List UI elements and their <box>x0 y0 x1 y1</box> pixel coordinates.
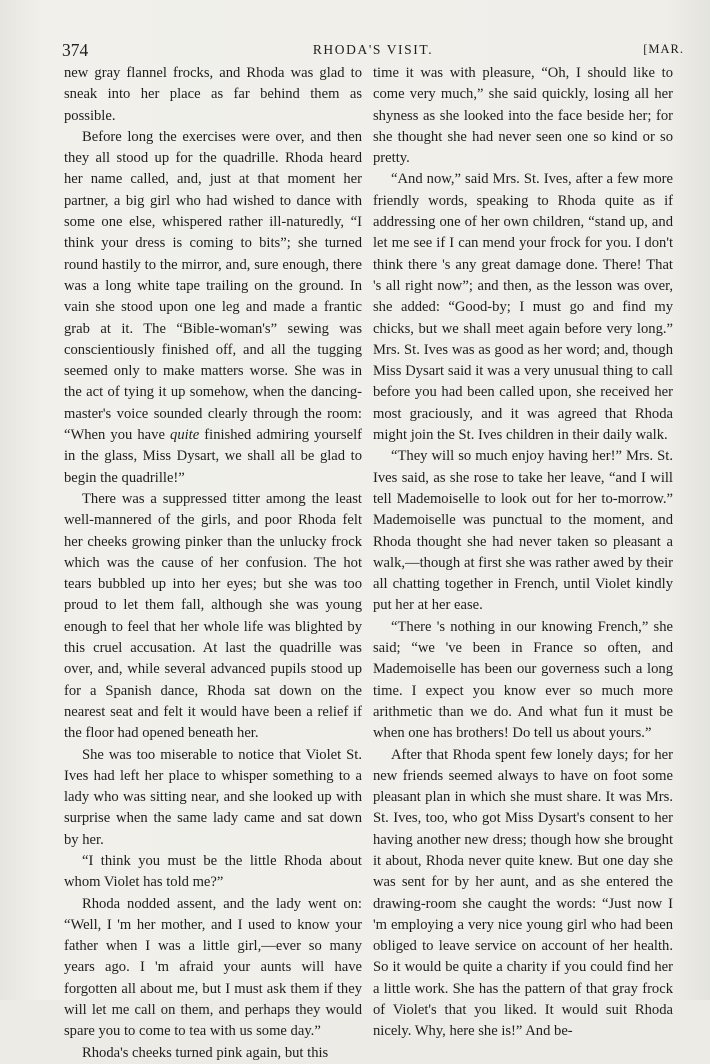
page-header <box>62 40 684 64</box>
paragraph: There was a suppressed titter among the least well-mannered of the girls, and poor Rhoda felt her cheeks growing pinker than the unlucky frock which was the cause of her confusion. The hot tears bubbled up into her eyes; but she was too proud to let them fall, although she was young enough to feel that her whole life was blighted by this cruel accusation. At last the quadrille was over, and, while several advanced pupils stood up for a Spanish dance, Rhoda sat down on the nearest seat and felt it would have been a relief if the floor had opened beneath her. <box>64 490 362 742</box>
right-column <box>373 63 673 1043</box>
paragraph: “They will so much enjoy having her!” Mrs. St. Ives said, as she rose to take her leave, “and I will tell Mademoiselle to look out for her to-morrow.” Mademoiselle was punctual to the moment, and Rhoda thought she had never taken so pleasant a walk,—though at first she was rather awed by their all chatting together in French, until Violet kindly put her at her ease. <box>373 448 673 614</box>
paragraph: “I think you must be the little Rhoda about whom Violet has told me?” <box>64 852 362 891</box>
paragraph <box>64 127 362 489</box>
issue-month: [MAR. <box>643 42 684 56</box>
paragraph: new gray flannel frocks, and Rhoda was glad to sneak into her place as far behind them as possible. <box>64 65 362 124</box>
paragraph-text: Before long the exercises were over, and then they all stood up for the quadrille. Rhoda heard her name called, and, just at that moment her partner, a big girl who had wished to dance with some one else, whispered rather ill-naturedly, “I think your dress is coming to bits”; she turned round hastily to the mirror, and, sure enough, there was a long white tape trailing on the ground. In vain she stood upon one leg and made a frantic grab at it. The “Bible-woman's” sewing was conscientiously finished off, and all the tugging seemed only to make matters worse. She was in the act of tying it up somehow, when the dancing-master's voice sounded clearly through the room: “When you have <box>64 128 362 444</box>
running-title: RHODA'S VISIT. <box>312 42 434 57</box>
paragraph: “And now,” said Mrs. St. Ives, after a few more friendly words, speaking to Rhoda quite as if addressing one of her own children, “stand up, and let me see if I can mend your frock for you. I don't think there 's any great damage done. There! That 's all right now”; and then, as the lesson was over, she added: “Good-by; I must go and find my chicks, but we shall meet again before very long.” Mrs. St. Ives was as good as her word; and, though Miss Dysart said it was a very unusual thing to call before you had been called upon, she received her most graciously, and it was agreed that Rhoda might join the St. Ives children in their daily walk. <box>373 171 673 444</box>
page-number: 374 <box>62 40 89 60</box>
paragraph: After that Rhoda spent few lonely days; for her new friends seemed always to have on foot some pleasant plan in which she must share. It was Mrs. St. Ives, too, who got Miss Dysart's consent to her having another new dress; though how she brought it about, Rhoda never quite knew. But one day she was sent for by her aunt, and as she entered the drawing-room she caught the words: “Just now I 'm employing a very nice young girl who had been obliged to leave service on account of her health. So it would be quite a charity if you could find her a little work. She has the pattern of that gray frock of Violet's that you liked. It would suit Rhoda nicely. Why, here she is!” And be- <box>373 746 673 1040</box>
paragraph: time it was with pleasure, “Oh, I should like to come very much,” she said quickly, losing all her shyness as she looked into the face beside her; for she thought she had never seen one so kind or so pretty. <box>373 65 673 167</box>
paragraph: She was too miserable to notice that Violet St. Ives had left her place to whisper something to a lady who was sitting near, and she looked up with surprise when the same lady came and sat down by her. <box>64 746 362 848</box>
paragraph: Rhoda's cheeks turned pink again, but this <box>82 1044 329 1061</box>
paragraph: “There 's nothing in our knowing French,” she said; “we 've been in France so often, and Mademoiselle has been our governess such a long time. I expect you know ever so much more arithmetic than we do. And what fun it must be when one has brothers! Do tell us about yours.” <box>373 618 673 742</box>
paragraph-text: finished admiring yourself in the glass, Miss Dysart, we shall all be glad to begin the quadrille!” <box>64 427 362 486</box>
emphasis-text: quite <box>170 427 200 444</box>
paragraph: Rhoda nodded assent, and the lady went on: “Well, I 'm her mother, and I used to know your father when I was a little girl,—ever so many years ago. I 'm afraid your aunts will have forgotten all about me, but I must ask them if they will let me call on them, and perhaps they would spare you to come to tea with us some day.” <box>64 895 362 1040</box>
left-column <box>64 63 362 1064</box>
